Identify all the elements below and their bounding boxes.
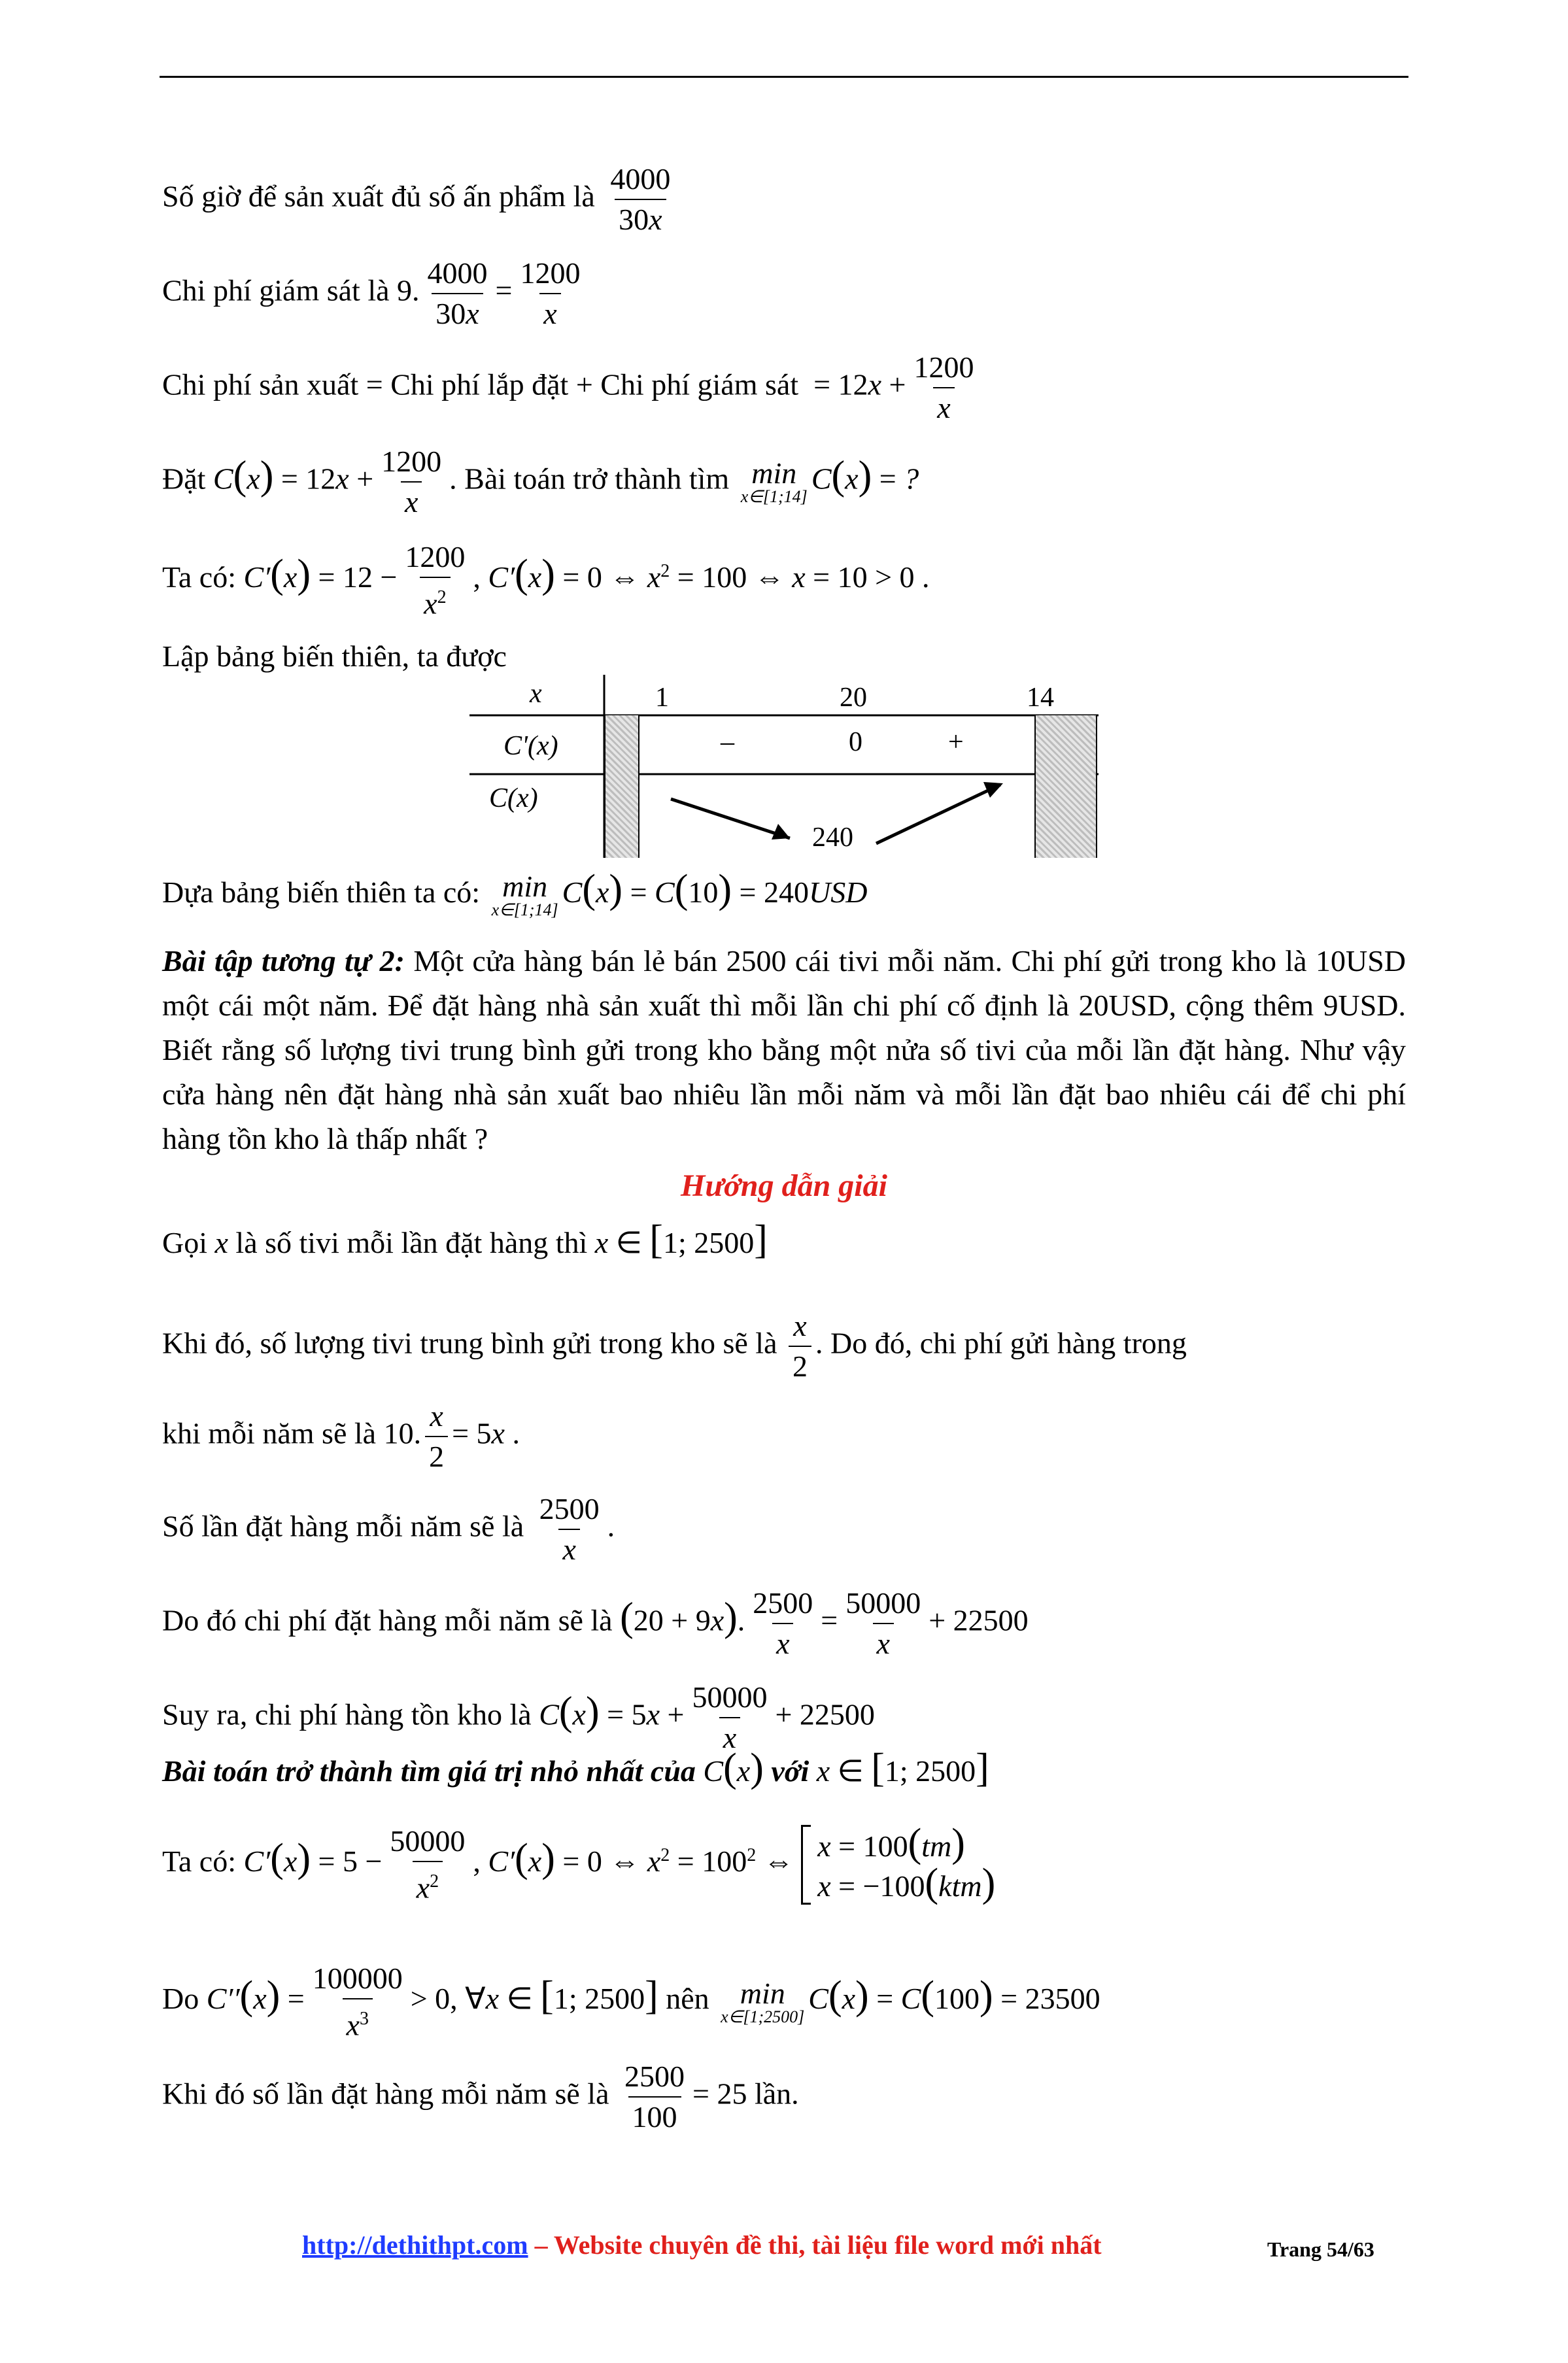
table-x-value: 14 xyxy=(1027,683,1054,713)
fraction: $\frac{4000}{30x}$ xyxy=(610,162,671,236)
line-s1: Gọi x là số tivi mỗi lần đặt hàng thì x ∈ [1; 2500] xyxy=(162,1217,768,1262)
table-row-derivative-label: C'(x) xyxy=(503,731,558,761)
solution-system: x = 100(tm) x = −100(ktm) xyxy=(801,1825,995,1905)
line-hours: Số giờ để sản xuất đủ số ấn phẩm là $\frac{4000}{30x}$ xyxy=(162,162,678,237)
table-hatch-left xyxy=(604,715,639,858)
line-define-function: Đặt C(x) = 12x + $\frac{1200}{x}$ . Bài toán trở thành tìm min x∈[1;14] C(x) = ? xyxy=(162,445,919,518)
line-s9: Do C′′(x) = $\frac{100000}{x^3}$ > 0, ∀x ∈ [1; 2500] nên min x∈[1;2500] C(x) = C(100) = 23500 xyxy=(162,1962,1100,2042)
line-conclusion-1: Dựa bảng biến thiên ta có: min x∈[1;14] C(x) = C(10) = 240USD xyxy=(162,867,868,920)
line-s3: khi mỗi năm sẽ là 10. $\frac{x}{2}$ = 5x . xyxy=(162,1399,520,1473)
page-number: Trang 54/63 xyxy=(1267,2237,1374,2261)
exercise-paragraph: Bài tập tương tự 2: Một cửa hàng bán lẻ bán 2500 cái tivi mỗi năm. Chi phí gửi trong kho là 10USD một cái một năm. Để đặt hàng nhà sản xuất thì mỗi lần chi phí cố định là 20USD, cộng thêm 9USD. Biết rằng số lượng tivi trung bình gửi trong kho bằng một nửa số tivi của mỗi lần đặt hàng. Như vậy cửa hàng nên đặt hàng nhà sản xuất bao nhiêu lần mỗi năm và mỗi lần đặt bao nhiêu cái để chi phí hàng tồn kho là thấp nhất ? xyxy=(162,944,1406,1155)
line-s6: Suy ra, chi phí hàng tồn kho là C(x) = 5x + $\frac{50000}{x}$ + 22500 xyxy=(162,1680,875,1754)
line-s2: Khi đó, số lượng tivi trung bình gửi trong kho sẽ là $\frac{x}{2}$ . Do đó, chi phí gửi hàng trong xyxy=(162,1309,1187,1383)
table-lines xyxy=(469,675,1099,858)
table-x-value: 1 xyxy=(655,683,669,713)
table-sign: 0 xyxy=(849,727,862,757)
table-row-function-label: C(x) xyxy=(489,783,538,813)
solution-title: Hướng dẫn giải xyxy=(681,1168,887,1203)
table-min-value: 240 xyxy=(812,823,853,853)
line-s4: Số lần đặt hàng mỗi năm sẽ là $\frac{2500}{x}$ . xyxy=(162,1492,615,1566)
footer-link[interactable]: http://dethithpt.com xyxy=(302,2230,528,2260)
table-sign: – xyxy=(721,727,734,757)
footer xyxy=(302,2230,1102,2260)
line-supervision-cost: Chi phí giám sát là 9. $\frac{4000}{30x}$ = $\frac{1200}{x}$ xyxy=(162,256,581,330)
footer-text: – Website chuyên đề thi, tài liệu file word mới nhất xyxy=(528,2230,1102,2260)
table-hatch-right xyxy=(1034,715,1097,858)
table-sign: + xyxy=(948,727,964,757)
table-x-value: 20 xyxy=(840,683,867,713)
line-s8: Ta có: C′(x) = 5 − $\frac{50000}{x^2}$ , C′(x) = 0 ⇔ $x^2 = 100^2$ ⇔ x = 100(tm) x = −100(ktm) xyxy=(162,1820,996,1905)
line-s5: Do đó chi phí đặt hàng mỗi năm sẽ là (20 + 9x). $\frac{2500}{x}$ = $\frac{50000}{x}$ + 22500 xyxy=(162,1586,1029,1660)
table-row-x-label: x xyxy=(530,679,542,709)
line-s10: Khi đó số lần đặt hàng mỗi năm sẽ là $\frac{2500}{100}$ = 25 lần. xyxy=(162,2060,799,2134)
line-production-cost: Chi phí sản xuất = Chi phí lắp đặt + Chi phí giám sát = 12x + $\frac{1200}{x}$ xyxy=(162,350,974,424)
variation-table xyxy=(469,675,1099,858)
line-derivative: Ta có: C′(x) = 12 − $\frac{1200}{x^2}$ , C′(x) = 0 ⇔ $x^2 = 100$ ⇔ x = 10 > 0 . xyxy=(162,540,930,620)
line-table-intro: Lập bảng biến thiên, ta được xyxy=(162,639,507,673)
header-rule xyxy=(160,76,1408,78)
line-s7: Bài toán trở thành tìm giá trị nhỏ nhất của C(x) với x ∈ [1; 2500] xyxy=(162,1746,989,1790)
